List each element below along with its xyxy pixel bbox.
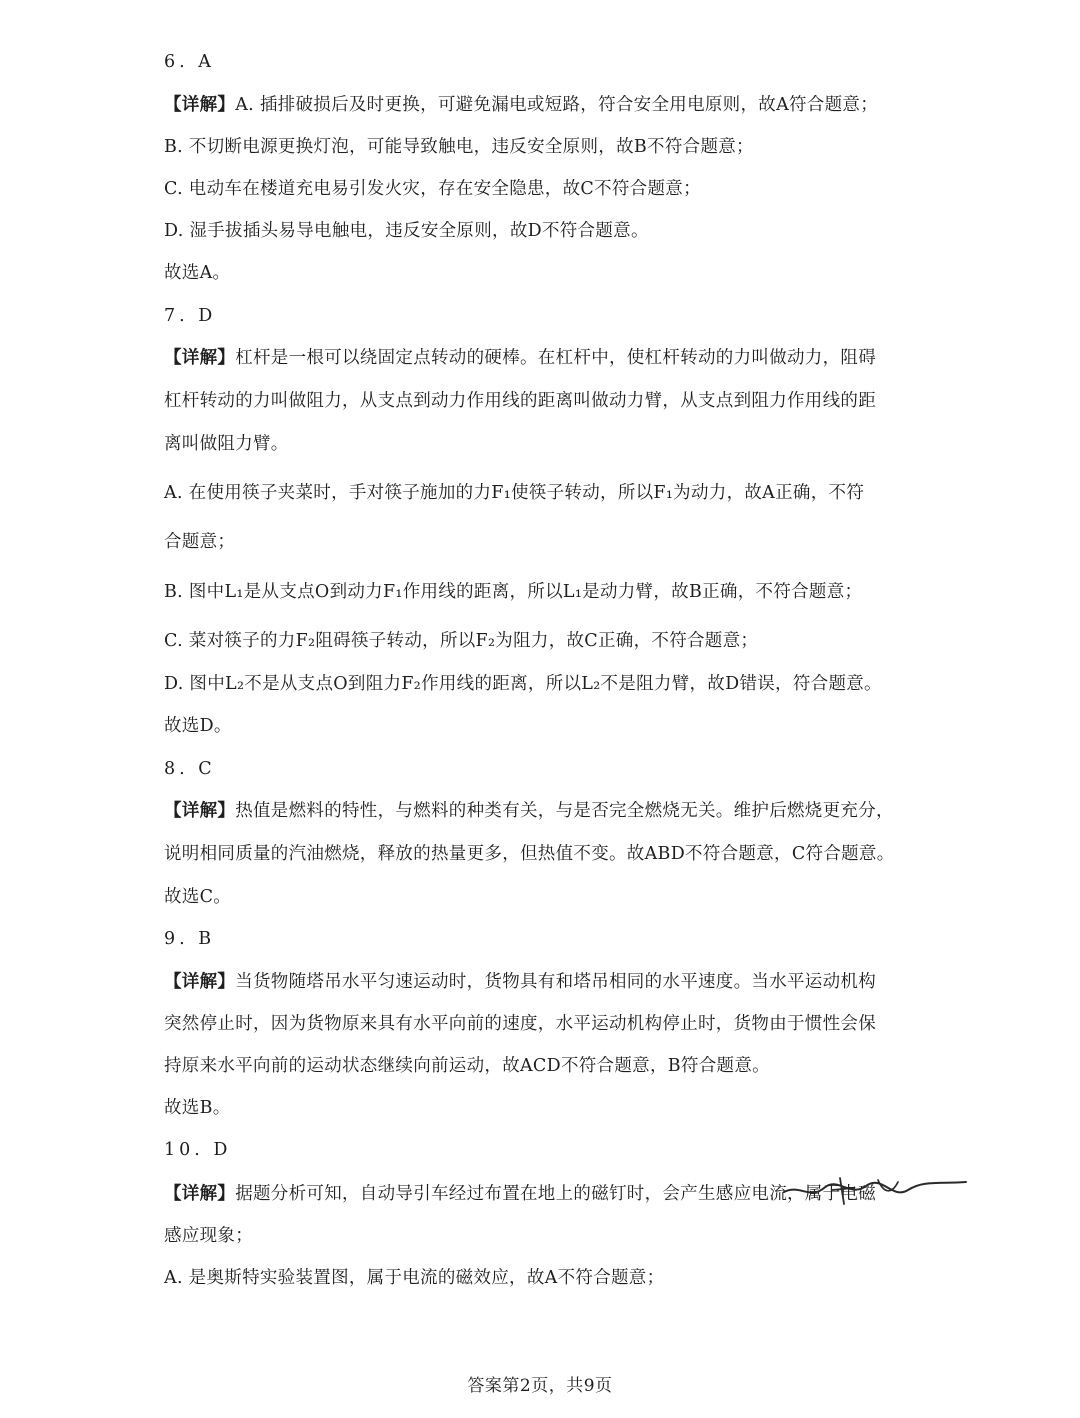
q9-detail-2: 突然停止时，因为货物原来具有水平向前的速度，水平运动机构停止时，货物由于惯性会保 [164,1014,876,1034]
detail-tag: 【详解】 [164,1184,236,1204]
q8-detail-1 [164,799,924,823]
q7-detail-text-1: 杠杆是一根可以绕固定点转动的硬棒。在杠杆中，使杠杆转动的力叫做动力，阻碍 [235,348,876,368]
q7-detail-3: 离叫做阻力臂。 [164,434,289,454]
q6-option-d: D. 湿手拔插头易导电触电，违反安全原则，故D不符合题意。 [164,221,649,241]
handwritten-scribble [780,1170,970,1210]
q6-answer: 6. A [164,52,215,72]
detail-tag: 【详解】 [164,95,236,115]
detail-tag: 【详解】 [164,972,236,992]
q7-option-a-1: A. 在使用筷子夹菜时，手对筷子施加的力F₁使筷子转动，所以F₁为动力，故A正确，不符 [164,483,865,503]
q10-answer: 10. D [164,1140,232,1160]
q7-choose: 故选D。 [164,716,232,736]
q9-answer: 9. B [164,929,216,949]
q9-detail-3: 持原来水平向前的运动状态继续向前运动，故ACD不符合题意，B符合题意。 [164,1056,770,1076]
q6-detail [164,93,924,117]
q8-detail-2: 说明相同质量的汽油燃烧，释放的热量更多，但热值不变。故ABD不符合题意，C符合题意。 [164,844,895,864]
q10-option-a: A. 是奥斯特实验装置图，属于电流的磁效应，故A不符合题意； [164,1268,665,1288]
page-footer: 答案第2页，共9页 [467,1376,613,1396]
q7-detail-1 [164,346,924,370]
q7-option-d: D. 图中L₂不是从支点O到阻力F₂作用线的距离，所以L₂不是阻力臂，故D错误，符合题意。 [164,674,882,694]
q8-answer: 8. C [164,759,216,779]
detail-tag: 【详解】 [164,348,236,368]
q6-choose: 故选A。 [164,263,231,283]
q9-detail-1 [164,970,924,994]
q7-option-a-2: 合题意； [164,532,236,552]
q8-detail-text-1: 热值是燃料的特性，与燃料的种类有关，与是否完全燃烧无关。维护后燃烧更充分， [235,801,894,821]
q7-answer: 7. D [164,306,217,326]
q9-choose: 故选B。 [164,1098,231,1118]
q10-detail-text-1: 据题分析可知，自动导引车经过布置在地上的磁钉时，会产生感应电流，属于电磁 [235,1184,876,1204]
q7-option-b: B. 图中L₁是从支点O到动力F₁作用线的距离，所以L₁是动力臂，故B正确，不符合题意； [164,582,863,602]
q6-option-b: B. 不切断电源更换灯泡，可能导致触电，违反安全原则，故B不符合题意； [164,137,754,157]
q6-detail-a: A. 插排破损后及时更换，可避免漏电或短路，符合安全用电原则，故A符合题意； [235,95,879,115]
q7-detail-2: 杠杆转动的力叫做阻力，从支点到动力作用线的距离叫做动力臂，从支点到阻力作用线的距 [164,391,876,411]
q6-option-c: C. 电动车在楼道充电易引发火灾，存在安全隐患，故C不符合题意； [164,179,701,199]
q8-choose: 故选C。 [164,887,232,907]
detail-tag: 【详解】 [164,801,236,821]
q7-option-c: C. 菜对筷子的力F₂阻碍筷子转动，所以F₂为阻力，故C正确，不符合题意； [164,631,759,651]
q9-detail-text-1: 当货物随塔吊水平匀速运动时，货物具有和塔吊相同的水平速度。当水平运动机构 [235,972,876,992]
q10-detail-2: 感应现象； [164,1226,253,1246]
